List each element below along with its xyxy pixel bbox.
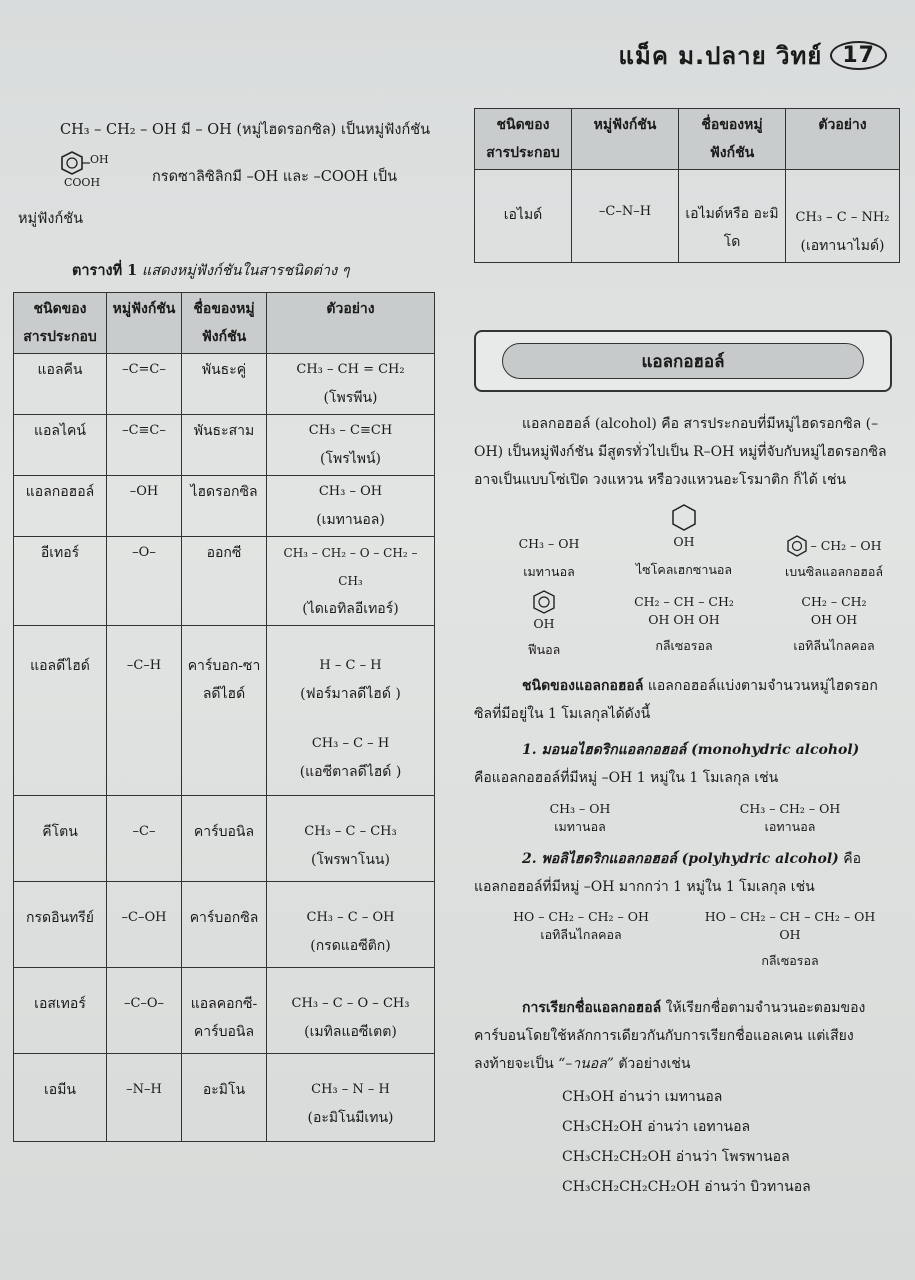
- types-title: ชนิดของแอลกอฮอล์: [522, 678, 644, 694]
- functional-group: –N–H: [107, 1054, 182, 1142]
- example-formula: CH₂ – CH₂: [801, 594, 867, 609]
- table-header-row: [475, 109, 900, 170]
- functional-group: –C≡C–: [107, 415, 182, 476]
- group-name: อะมิโน: [182, 1054, 267, 1142]
- example-glycerol: [624, 593, 744, 655]
- example-formula: CH₃ – C – NH₂: [795, 210, 890, 225]
- table-row: [14, 537, 435, 626]
- table-header: ตัวอย่าง: [267, 293, 435, 354]
- example-formula-oh: OH OH OH: [648, 612, 720, 627]
- table-header-row: [14, 293, 435, 354]
- benzene-ring-icon: [786, 535, 808, 557]
- poly-text: แอลกอฮอล์ที่มีหมู่ –OH มากกว่า 1 หมู่ใน 1 โมเลกุล เช่น: [474, 879, 815, 895]
- example: [267, 1054, 435, 1142]
- example-formula: CH₃ – CH₂ – OH: [739, 801, 841, 816]
- mono-example-ethanol: [720, 800, 860, 836]
- example-formula: OH: [533, 616, 555, 631]
- example-name: เบนซิลแอลกอฮอล์: [785, 564, 883, 579]
- table-row: [14, 415, 435, 476]
- naming-title: การเรียกชื่อแอลกอฮอล์: [522, 1000, 662, 1016]
- group-name: คาร์บอกซิล: [182, 882, 267, 968]
- intro-line-1: CH₃ – CH₂ – OH มี – OH (หมู่ไฮดรอกซิล) เป็นหมู่ฟังก์ชัน: [60, 122, 431, 138]
- naming-end: ตัวอย่างเช่น: [618, 1056, 691, 1072]
- functional-group: –C–: [107, 796, 182, 882]
- mono-title-text: 1. มอนอไฮดริกแอลกอฮอล์ (monohydric alcohol): [522, 742, 860, 758]
- group-name: คาร์บอนิล: [182, 796, 267, 882]
- naming-examples: [562, 1082, 811, 1202]
- compound-type: แอลดีไฮด์: [14, 626, 107, 796]
- example-formula: CH₃ – OH: [518, 536, 580, 551]
- functional-group: –O–: [107, 537, 182, 626]
- example-phenol: [514, 589, 574, 659]
- example-methanol: [504, 535, 594, 581]
- example-formula: CH₃ – C – H: [311, 736, 390, 751]
- example-benzyl-alcohol: [774, 535, 894, 581]
- example: [267, 476, 435, 537]
- group-name: ไฮดรอกซิล: [182, 476, 267, 537]
- example-formula: CH₃ – OH: [549, 801, 611, 816]
- functional-group: –C–N–H: [572, 170, 679, 263]
- example-formula: CH₃ – OH: [318, 484, 383, 499]
- example-name: (โพรพาโนน): [311, 852, 390, 868]
- oh-label: OH: [90, 153, 109, 166]
- compound-type: คีโตน: [14, 796, 107, 882]
- mono-example-methanol: [530, 800, 630, 836]
- example-formula: CH₃ – CH₂ – O – CH₂ – CH₃: [283, 546, 418, 588]
- table-header: ชนิดของสารประกอบ: [14, 293, 107, 354]
- table-row: [14, 882, 435, 968]
- example-name: (เมทิลแอซีเตต): [304, 1024, 397, 1040]
- example-formula-oh: OH: [779, 927, 801, 942]
- salicylic-acid-structure: [60, 150, 110, 192]
- example-cyclohexanol: [624, 503, 744, 579]
- poly-title-text: 2. พอลิไฮดริกแอลกอฮอล์ (polyhydric alcohol): [522, 851, 839, 867]
- cyclohexane-ring-icon: [669, 503, 699, 533]
- naming-paragraph: [474, 994, 894, 1078]
- naming-text: ให้เรียกชื่อตามจำนวนอะตอมของคาร์บอนโดยใช้หลักการเดียวกันกับการเรียกชื่อแอลเคน แต่เสียงลงท้ายจะเป็น: [474, 1000, 866, 1072]
- example-name: (อะมิโนมีเทน): [307, 1110, 394, 1126]
- compound-type: กรดอินทรีย์: [14, 882, 107, 968]
- compound-type: แอลกอฮอล์: [14, 476, 107, 537]
- poly-suffix: คือ: [843, 851, 862, 867]
- example-name: เอทิลีนไกลคอล: [793, 638, 875, 653]
- example-formula: CH₃ – C – O – CH₃: [291, 996, 410, 1011]
- list-item: CH₃CH₂OH อ่านว่า เอทานอล: [562, 1119, 751, 1135]
- cooh-label: COOH: [64, 176, 101, 189]
- functional-group: –C–H: [107, 626, 182, 796]
- table-header: ตัวอย่าง: [786, 109, 900, 170]
- example: [267, 354, 435, 415]
- example-formula: CH₃ – C – OH: [306, 910, 395, 925]
- functional-group-table: [13, 292, 435, 1142]
- poly-example-ethylene-glycol: [496, 908, 666, 944]
- example-formula: – CH₂ – OH: [810, 538, 882, 553]
- compound-type: แอลคีน: [14, 354, 107, 415]
- example-formula: HO – CH₂ – CH₂ – OH: [513, 909, 649, 924]
- example-name: ฟีนอล: [527, 642, 561, 657]
- example-name: กลีเซอรอล: [655, 638, 713, 653]
- group-name: แอลคอกซี-คาร์บอนิล: [182, 968, 267, 1054]
- example: [267, 537, 435, 626]
- table-header: หมู่ฟังก์ชัน: [572, 109, 679, 170]
- example-name: (เอทานาไมด์): [800, 238, 885, 254]
- group-name: พันธะสาม: [182, 415, 267, 476]
- table-header: หมู่ฟังก์ชัน: [107, 293, 182, 354]
- example-name: ไซโคลเฮกซานอล: [635, 562, 733, 577]
- amide-table: [474, 108, 900, 263]
- example: [267, 968, 435, 1054]
- section-title: แอลกอฮอล์: [502, 343, 864, 379]
- example: [267, 882, 435, 968]
- table-header: ชนิดของสารประกอบ: [475, 109, 572, 170]
- table1-caption-prefix: ตารางที่ 1: [72, 262, 138, 279]
- example-name: (โพรไพน์): [319, 451, 382, 467]
- list-item: CH₃CH₂CH₂CH₂OH อ่านว่า บิวทานอล: [562, 1179, 811, 1195]
- compound-type: แอลไคน์: [14, 415, 107, 476]
- section-title-box: [474, 330, 892, 392]
- magazine-title: แม็ค ม.ปลาย วิทย์: [618, 42, 823, 70]
- example-name: เมทานอล: [523, 564, 575, 579]
- example-formula: H – C – H: [319, 658, 382, 673]
- alcohol-types: [474, 672, 894, 728]
- naming-suffix: “–านอล”: [558, 1056, 614, 1072]
- functional-group: –C=C–: [107, 354, 182, 415]
- compound-type: เอสเทอร์: [14, 968, 107, 1054]
- table-header: ชื่อของหมู่ฟังก์ชัน: [182, 293, 267, 354]
- example-ethylene-glycol: [774, 593, 894, 655]
- example: [267, 796, 435, 882]
- group-name: พันธะคู่: [182, 354, 267, 415]
- example: [786, 170, 900, 263]
- functional-group: –OH: [107, 476, 182, 537]
- example-formula: CH₃ – CH = CH₂: [296, 362, 405, 377]
- intro-line-3: หมู่ฟังก์ชัน: [18, 211, 83, 227]
- group-name: คาร์บอก-ซาลดีไฮด์: [182, 626, 267, 796]
- compound-type: เอมีน: [14, 1054, 107, 1142]
- example-formula: OH: [673, 534, 695, 549]
- example-name: กลีเซอรอล: [761, 953, 819, 968]
- example-formula: CH₃ – C≡CH: [308, 423, 393, 438]
- example-formula: CH₃ – C – CH₃: [304, 824, 397, 839]
- example-formula: CH₃ – N – H: [311, 1082, 390, 1097]
- page-number: 17: [830, 41, 887, 70]
- page-header: [619, 36, 887, 75]
- example-name: (ไดเอทิลอีเทอร์): [302, 601, 399, 617]
- functional-group: –C–OH: [107, 882, 182, 968]
- alcohol-definition: แอลกอฮอล์ (alcohol) คือ สารประกอบที่มีหมู่ไฮดรอกซิล (–OH) เป็นหมู่ฟังก์ชัน มีสูตรทั่วไปเป็น R–OH หมู่ที่จับกับหมู่ไฮดรอกซิลอาจเป็นแบบโซ่เปิด วงแหวน หรือวงแหวนอะโรมาติก ก็ได้ เช่น: [474, 416, 887, 488]
- table-row: [475, 170, 900, 263]
- poly-title: [522, 845, 861, 873]
- example-name: (โพรพีน): [323, 390, 378, 406]
- mono-title: [522, 736, 859, 764]
- example-formula: CH₂ – CH – CH₂: [634, 594, 734, 609]
- list-item: CH₃CH₂CH₂OH อ่านว่า โพรพานอล: [562, 1149, 790, 1165]
- compound-type: อีเทอร์: [14, 537, 107, 626]
- intro-line-2: กรดซาลิซิลิกมี –OH และ –COOH เป็น: [152, 169, 397, 185]
- group-name: ออกซี: [182, 537, 267, 626]
- table1-caption-text: แสดงหมู่ฟังก์ชันในสารชนิดต่าง ๆ: [141, 263, 350, 279]
- list-item: CH₃OH อ่านว่า เมทานอล: [562, 1089, 723, 1105]
- example-formula: HO – CH₂ – CH – CH₂ – OH: [704, 909, 876, 924]
- compound-type: เอไมด์: [475, 170, 572, 263]
- table-row: [14, 1054, 435, 1142]
- table-row: [14, 476, 435, 537]
- table-row: [14, 796, 435, 882]
- example-formula-oh: OH OH: [810, 612, 858, 627]
- example: [267, 415, 435, 476]
- types-text: แอลกอฮอล์แบ่งตามจำนวนหมู่ไฮดรอกซิลที่มีอยู่ใน 1 โมเลกุลได้ดังนี้: [474, 678, 878, 722]
- example-name: เอทิลีนไกลคอล: [540, 927, 622, 942]
- poly-example-glycerol: [690, 908, 890, 970]
- example-name: (แอซีตาลดีไฮด์ ): [299, 764, 402, 780]
- benzene-ring-icon: [531, 589, 557, 615]
- group-name: เอไมด์หรือ อะมิโด: [679, 170, 786, 263]
- example-name: (ฟอร์มาลดีไฮด์ ): [300, 686, 401, 702]
- example-name: (กรดแอซีติก): [310, 938, 391, 954]
- table-row: [14, 354, 435, 415]
- example: [267, 626, 435, 796]
- table-row: [14, 968, 435, 1054]
- alcohol-examples: [474, 535, 894, 665]
- example-name: เอทานอล: [764, 819, 816, 834]
- mono-text: คือแอลกอฮอล์ที่มีหมู่ –OH 1 หมู่ใน 1 โมเลกุล เช่น: [474, 770, 779, 786]
- functional-group: –C–O–: [107, 968, 182, 1054]
- table1-caption: [72, 256, 350, 286]
- example-name: (เมทานอล): [316, 512, 385, 528]
- table-header: ชื่อของหมู่ฟังก์ชัน: [679, 109, 786, 170]
- table-row: [14, 626, 435, 796]
- example-name: เมทานอล: [554, 819, 606, 834]
